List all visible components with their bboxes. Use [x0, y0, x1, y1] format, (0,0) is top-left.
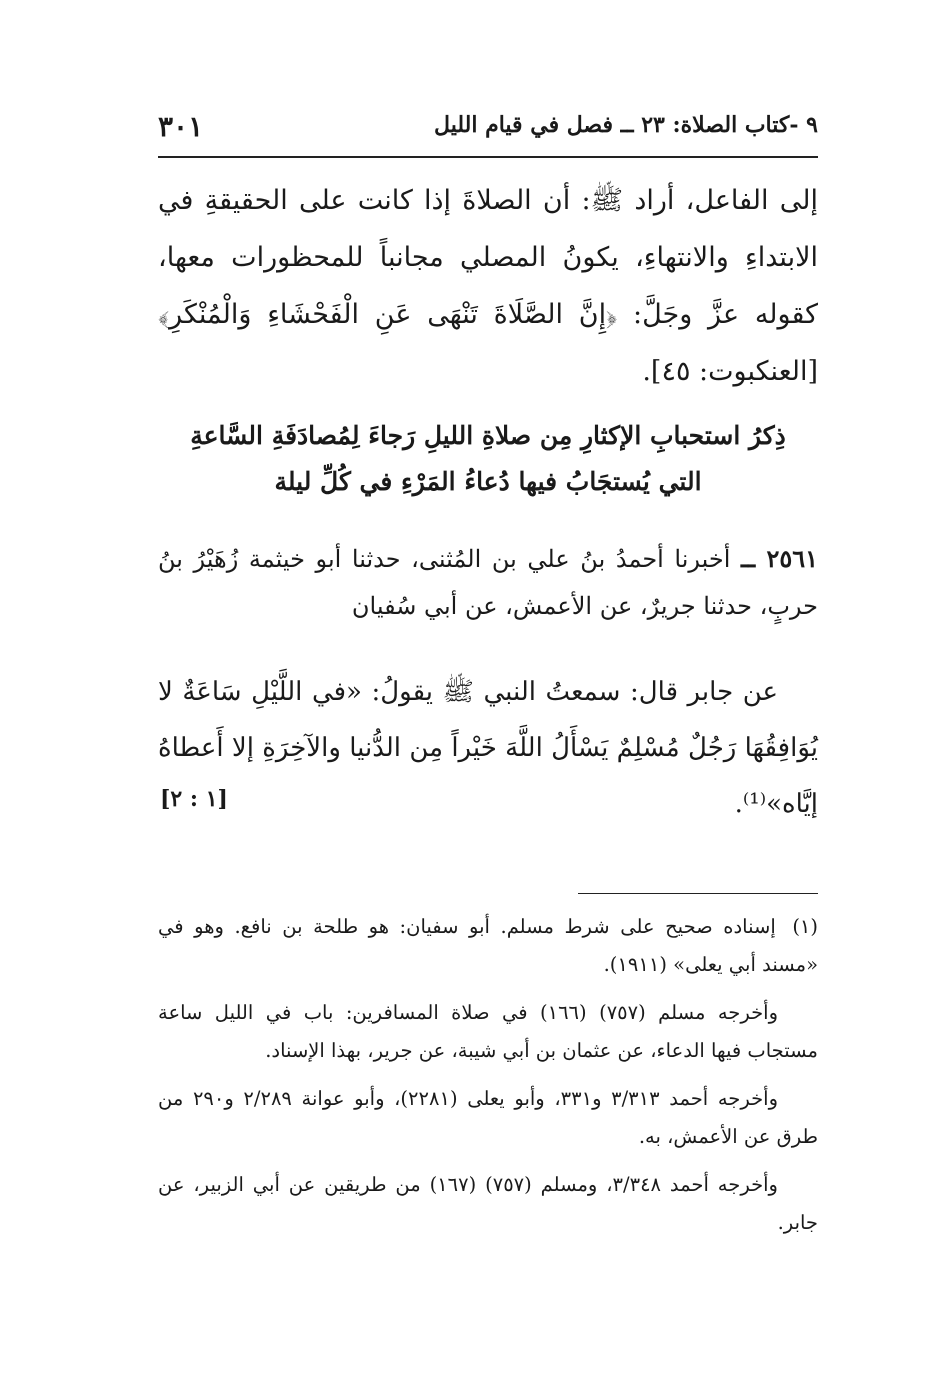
section-heading-line-2: التي يُستجَابُ فيها دُعاءُ المَرْءِ في كُلِّ ليلة [274, 467, 702, 496]
section-heading [158, 413, 818, 505]
footnote-text: وأخرجه أحمد ٣/٣٤٨، ومسلم (٧٥٧) (١٦٧) من طريقين عن أبي الزبير، عن جابر. [158, 1173, 818, 1234]
hadith-matn [158, 664, 818, 832]
chapter-title: ٩ -كتاب الصلاة: ٢٣ ــ فصل في قيام الليل [434, 112, 818, 138]
footnote-number: (١) [792, 915, 819, 938]
footnote-separator [578, 893, 818, 894]
footnote-paragraph [158, 1080, 818, 1156]
hadith-reference: [١ : ٢] [160, 786, 228, 812]
hadith-isnad-text: أخبرنا أحمدُ بنُ علي بن المُثنى، حدثنا أبو خيثمة زُهَيْرُ بنُ حربٍ، حدثنا جريرٌ، عن الأعمش، عن أبي سُفيان [158, 545, 818, 620]
page-number: ٣٠١ [158, 110, 204, 143]
main-paragraph: إلى الفاعل، أراد ﷺ: أن الصلاةَ إذا كانت على الحقيقةِ في الابتداءِ والانتهاءِ، يكونُ المصلي مجانباً للمحظورات معها، كقوله عزَّ وجَلَّ: ﴿إِنَّ الصَّلَاةَ تَنْهَى عَنِ الْفَحْشَاءِ وَالْمُنْكَرِ﴾ [العنكبوت: ٤٥]. [158, 185, 818, 387]
footnote-paragraph [158, 1166, 818, 1242]
hadith-matn-text: عن جابر قال: سمعتُ النبي ﷺ يقولُ: «في اللَّيْلِ سَاعَةٌ لا يُوَافِقُهَا رَجُلٌ مُسْلِمٌ يَسْأَلُ اللَّهَ خَيْراً مِن الدُّنيا والآخِرَةِ إلا أَعطاهُ إيَّاه»⁽¹⁾. [158, 677, 818, 819]
hadith-isnad [158, 535, 818, 630]
footnote-text: وأخرجه مسلم (٧٥٧) (١٦٦) في صلاة المسافرين: باب في الليل ساعة مستجاب فيها الدعاء، عن عثمان بن أبي شيبة، عن جرير، بهذا الإسناد. [158, 1001, 818, 1062]
footnote-paragraph [158, 994, 818, 1070]
footnote-text: وأخرجه أحمد ٣/٣١٣ و٣٣١، وأبو يعلى (٢٢٨١)، وأبو عوانة ٢/٢٨٩ و٢٩٠ من طرق عن الأعمش، به. [158, 1087, 818, 1148]
footnote-text: إسناده صحيح على شرط مسلم. أبو سفيان: هو طلحة بن نافع. وهو في «مسند أبي يعلى» (١٩١١). [158, 915, 818, 976]
footnote-1 [158, 908, 818, 984]
section-heading-line-1: ذِكرُ استحبابِ الإكثارِ مِن صلاةِ الليلِ رَجاءَ لِمُصادَفَةِ السَّاعةِ [190, 421, 786, 450]
running-header [158, 110, 818, 158]
footnotes [158, 908, 818, 1252]
hadith-number: ٢٥٦١ ــ [741, 544, 818, 573]
